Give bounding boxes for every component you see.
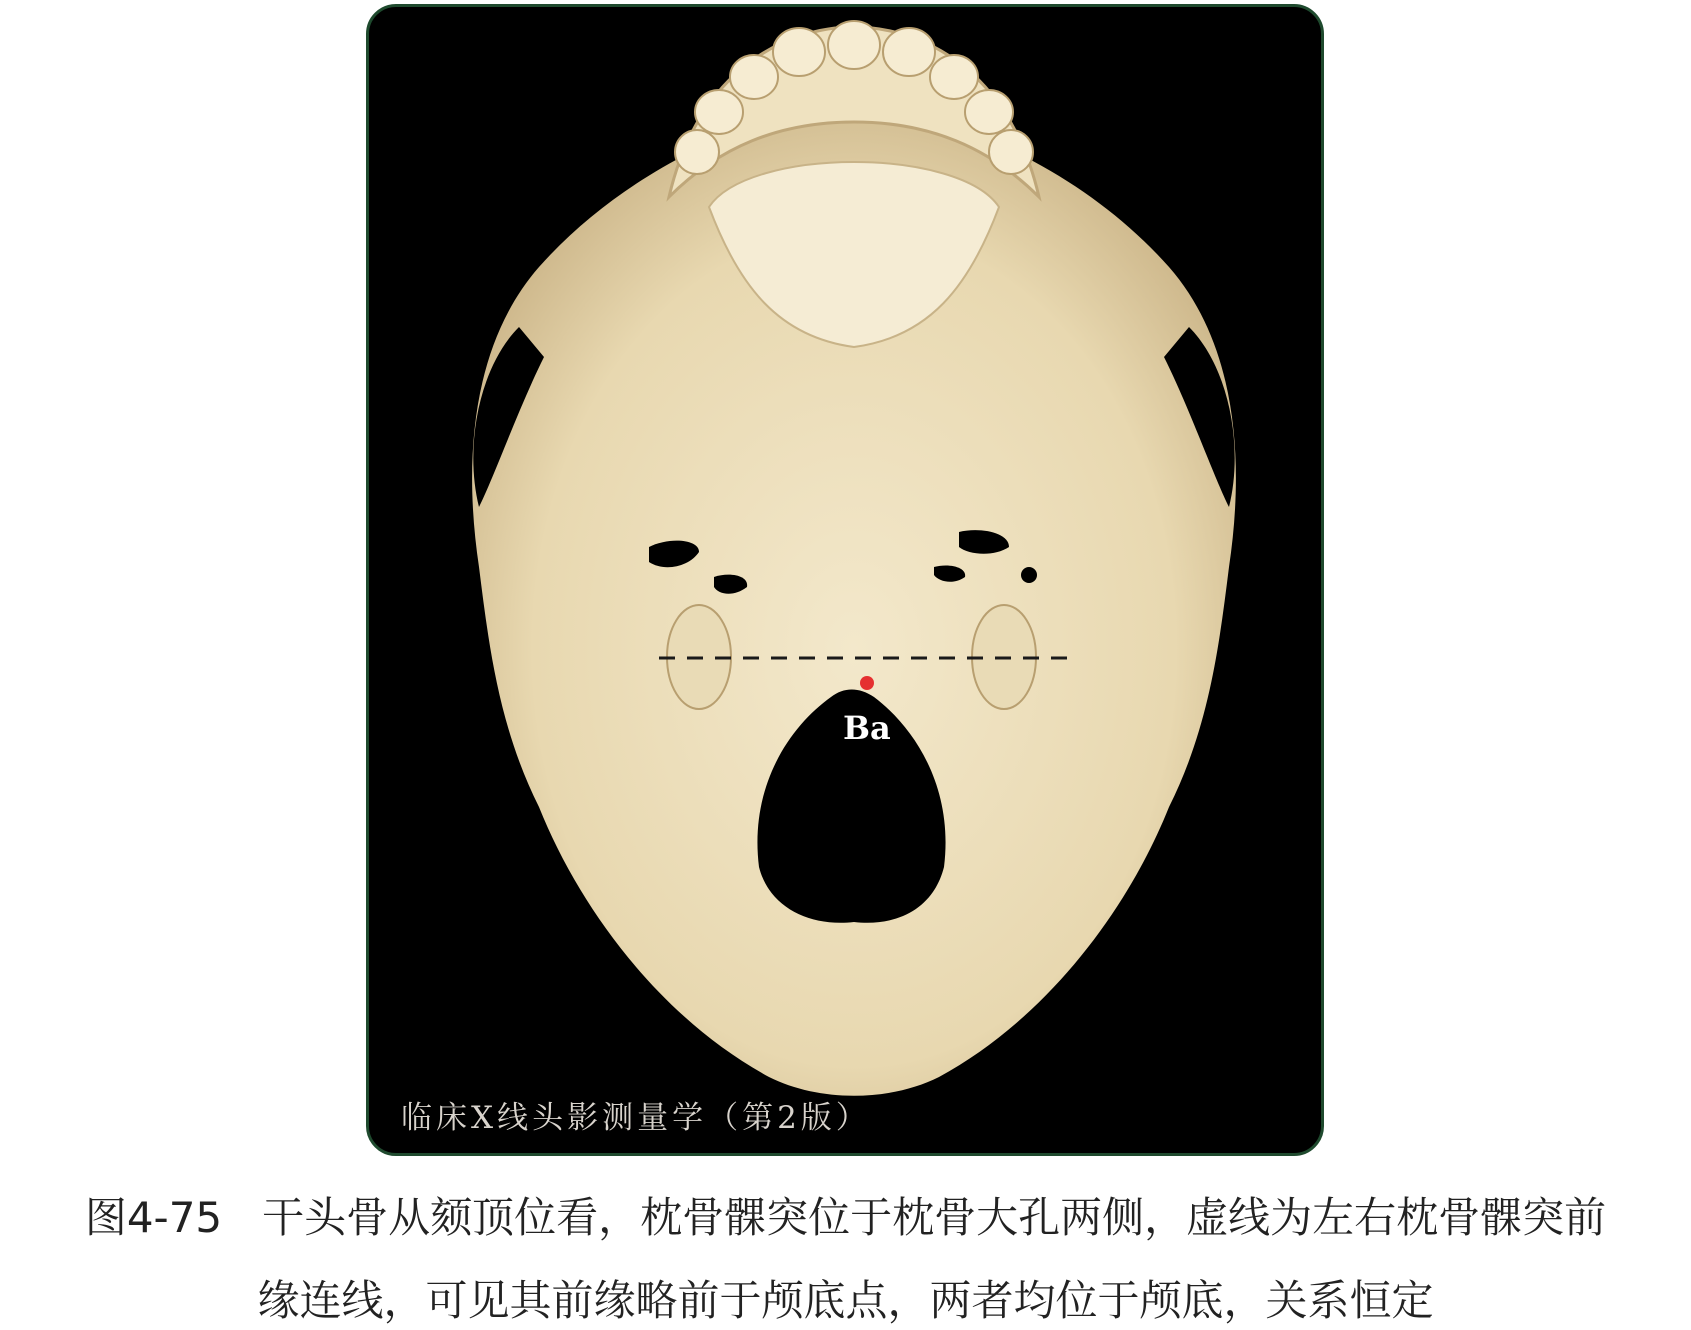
figure-number: 图4-75 <box>84 1193 223 1242</box>
skull-base-illustration <box>369 7 1324 1156</box>
skull-figure <box>366 4 1324 1156</box>
basion-dot <box>860 676 874 690</box>
watermark: 临床X线头影测量学（第2版） <box>401 1100 871 1136</box>
caption-text-1: 干头骨从颏顶位看，枕骨髁突位于枕骨大孔两侧，虚线为左右枕骨髁突前 <box>262 1193 1607 1242</box>
caption-line-1 <box>0 1185 1691 1245</box>
basion-label: Ba <box>843 709 891 747</box>
caption-line-2: 缘连线，可见其前缘略前于颅底点，两者均位于颅底，关系恒定 <box>257 1276 1434 1325</box>
